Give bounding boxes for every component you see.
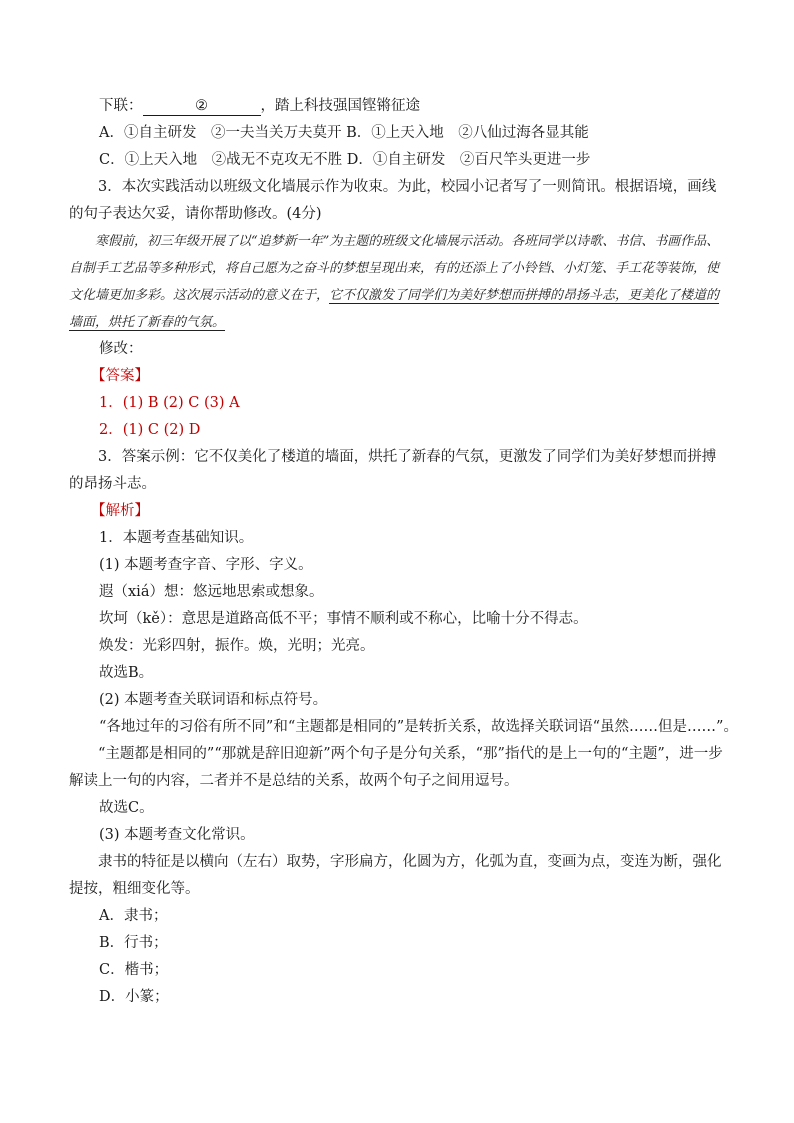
- news-paragraph: [69, 228, 725, 336]
- analysis-line-2: (1) 本题考查字音、字形、字义。: [99, 557, 313, 573]
- option-row-ab: A．①自主研发 ②一夫当关万夫莫开 B．①上天入地 ②八仙过海各显其能: [99, 125, 589, 141]
- document-page: [69, 93, 738, 1011]
- analysis-line-5: 焕发：光彩四射，振作。焕，光明；光亮。: [99, 638, 375, 654]
- analysis-line-4: 坎坷（kě）：意思是道路高低不平；事情不顺利或不称心，比喻十分不得志。: [99, 611, 588, 627]
- analysis-line-3: 遐（xiá）想：悠远地思索或想象。: [99, 584, 324, 600]
- analysis-line-16: D．小篆；: [99, 989, 169, 1005]
- xialian-suffix: ，踏上科技强国铿锵征途: [260, 98, 420, 114]
- xialian-prefix: 下联：: [99, 98, 143, 114]
- analysis-line-15: C．楷书；: [99, 962, 169, 978]
- analysis-heading: 【解析】: [91, 503, 149, 519]
- answer-3: 3．答案示例：它不仅美化了楼道的墙面，烘托了新春的气氛，更激发了同学们为美好梦想而拼搏的昂扬斗志。: [69, 449, 717, 492]
- analysis-line-7: (2) 本题考查关联词语和标点符号。: [99, 692, 328, 708]
- question-3-stem: 3．本次实践活动以班级文化墙展示作为收束。为此，校园小记者写了一则简讯。根据语境，画线的句子表达欠妥，请你帮助修改。(4分): [69, 179, 717, 222]
- xialian-blank: ②: [143, 97, 261, 116]
- modify-label: 修改：: [99, 341, 143, 357]
- news-underlined-sentence: 它不仅激发了同学们为美好梦想而拼搏的昂扬斗志，更美化了楼道的墙面，烘托了新春的气氛。: [69, 288, 720, 330]
- analysis-line-13: A．隶书；: [99, 908, 168, 924]
- analysis-line-6: 故选B。: [99, 665, 154, 681]
- answer-1: 1．(1) B (2) C (3) A: [99, 395, 240, 411]
- analysis-line-11: (3) 本题考查文化常识。: [99, 827, 255, 843]
- analysis-line-10: 故选C。: [99, 800, 154, 816]
- answer-2: 2．(1) C (2) D: [99, 422, 201, 438]
- option-row-cd: C．①上天入地 ②战无不克攻无不胜 D．①自主研发 ②百尺竿头更进一步: [99, 152, 591, 168]
- analysis-line-12: 隶书的特征是以横向（左右）取势，字形扁方，化圆为方，化弧为直，变画为点，变连为断，强化提按，粗细变化等。: [69, 854, 722, 897]
- news-plain-text: 寒假前，初三年级开展了以“追梦新一年”为主题的班级文化墙展示活动。各班同学以诗歌、书信、书画作品、自制手工艺品等多种形式，将自己愿为之奋斗的梦想呈现出来，有的还添上了小铃铛、小灯笼、手工花等装饰，使文化墙更加多彩。这次展示活动的意义在于，: [69, 234, 720, 303]
- analysis-line-8: “各地过年的习俗有所不同”和“主题都是相同的”是转折关系，故选择关联词语“虽然……但是……”。: [99, 719, 738, 735]
- xialian-line: [99, 93, 725, 120]
- analysis-line-9: “主题都是相同的”“那就是辞旧迎新”两个句子是分句关系，“那”指代的是上一句的“主题”，进一步解读上一句的内容，二者并不是总结的关系，故两个句子之间用逗号。: [69, 746, 723, 789]
- analysis-line-14: B．行书；: [99, 935, 168, 951]
- answer-heading: 【答案】: [91, 368, 149, 384]
- analysis-line-1: 1．本题考查基础知识。: [99, 530, 254, 546]
